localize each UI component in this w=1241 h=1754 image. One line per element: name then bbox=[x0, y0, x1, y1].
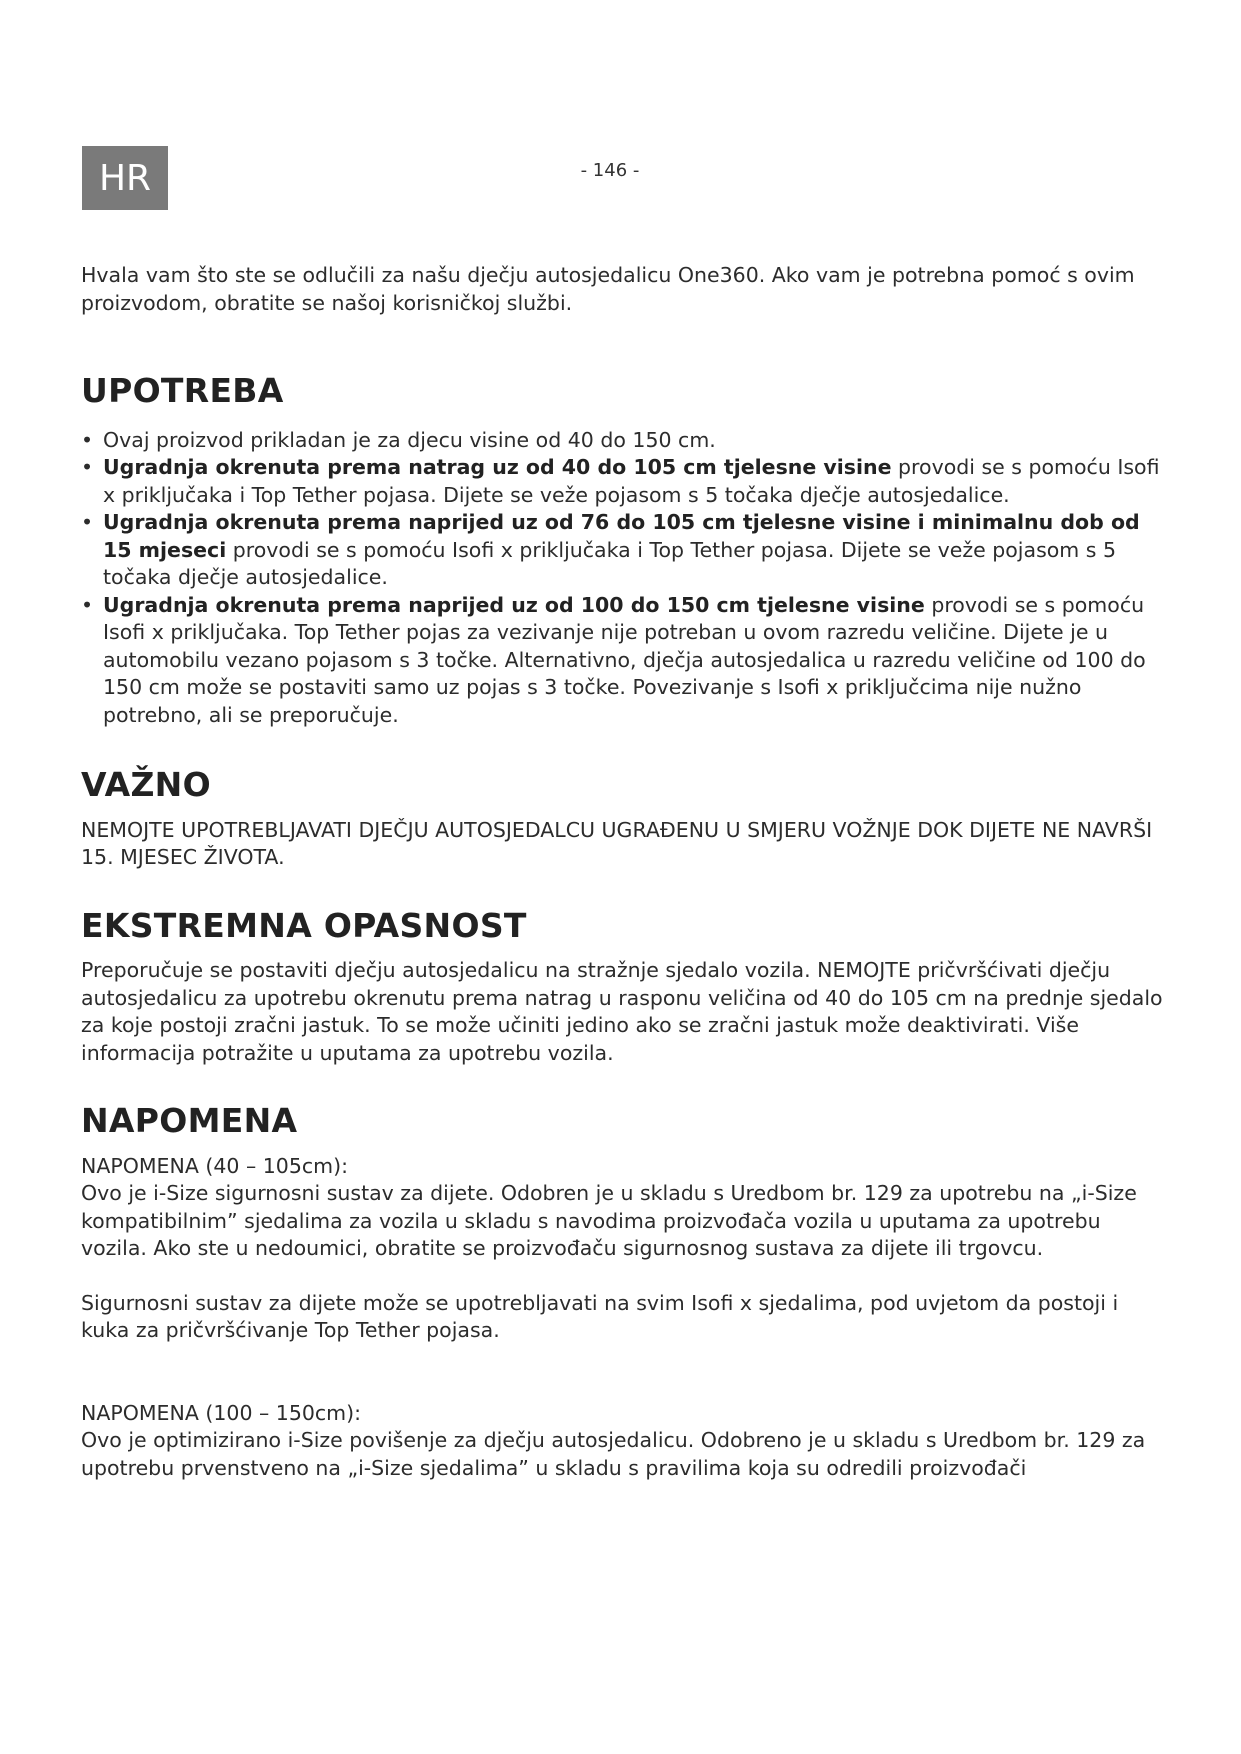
language-badge: HR bbox=[82, 146, 168, 210]
list-item: • Ugradnja okrenuta prema natrag uz od 40 do 105 cm tjelesne visine provodi se s pomoću Isofi x priključaka i Top Tether pojasa. Dijete se veže pojasom s 5 točaka dječje autosjedalice. bbox=[81, 454, 1166, 509]
list-item: • Ugradnja okrenuta prema naprijed uz od 100 do 150 cm tjelesne visine provodi se s pomoću Isofi x priključaka. Top Tether pojas za vezivanje nije potreban u ovom razredu veličine. Dijete je u automobilu vezano pojasom s 3 točke. Alternativno, dječja autosjedalica u razredu veličine od 100 do 150 cm može se postaviti samo uz pojas s 3 točke. Povezivanje s Isofi x priključcima nije nužno potrebno, ali se preporučuje. bbox=[81, 592, 1166, 730]
section-title-opasnost: EKSTREMNA OPASNOST bbox=[81, 905, 527, 945]
section-title-napomena: NAPOMENA bbox=[81, 1101, 298, 1140]
section-title-upotreba: UPOTREBA bbox=[81, 371, 284, 410]
page-number: - 146 - bbox=[580, 160, 640, 181]
napomena-1-text-2: Sigurnosni sustav za dijete može se upotrebljavati na svim Isofi x sjedalima, pod uvjetom da postoji i kuka za pričvršćivanje Top Tether pojasa. bbox=[81, 1290, 1119, 1342]
napomena-2-text: Ovo je optimizirano i-Size povišenje za dječju autosjedalicu. Odobreno je u skladu s Uredbom br. 129 za upotrebu prvenstveno na „i-Size sjedalima” u skladu s pravilima koja su odredili proizvođači bbox=[81, 1428, 1146, 1480]
napomena-2-label: NAPOMENA (100 – 150cm): bbox=[81, 1400, 362, 1425]
napomena-1-label: NAPOMENA (40 – 105cm): bbox=[81, 1153, 349, 1178]
intro-paragraph: Hvala vam što ste se odlučili za našu dječju autosjedalicu One360. Ako vam je potrebna pomoć s ovim proizvodom, obratite se našoj korisničkoj službi. bbox=[81, 263, 1135, 315]
napomena-1-text: Ovo je i-Size sigurnosni sustav za dijete. Odobren je u skladu s Uredbom br. 129 za upotrebu na „i-Size kompatibilnim” sjedalima za vozila u skladu s navodima proizvođača vozila u uputama za upotrebu vozila. Ako ste u nedoumici, obratite se proizvođaču sigurnosnog sustava za dijete ili trgovcu. bbox=[81, 1181, 1137, 1260]
section-title-vazno: VAŽNO bbox=[81, 765, 211, 804]
document-body bbox=[81, 262, 1166, 1482]
opasnost-text: Preporučuje se postaviti dječju autosjedalicu na stražnje sjedalo vozila. NEMOJTE pričvršćivati dječju autosjedalicu za upotrebu okrenutu prema natrag u rasponu veličina od 40 do 105 cm na prednje sjedalo za koje postoji zračni jastuk. To se može učiniti jedino ako se zračni jastuk može deaktivirati. Više informacija potražite u uputama za upotrebu vozila. bbox=[81, 958, 1163, 1065]
list-item: • Ovaj proizvod prikladan je za djecu visine od 40 do 150 cm. bbox=[81, 427, 1166, 455]
upotreba-list bbox=[81, 427, 1166, 730]
list-item: • Ugradnja okrenuta prema naprijed uz od 76 do 105 cm tjelesne visine i minimalnu dob od 15 mjeseci provodi se s pomoću Isofi x priključaka i Top Tether pojasa. Dijete se veže pojasom s 5 točaka dječje autosjedalice. bbox=[81, 509, 1166, 592]
vazno-text: NEMOJTE UPOTREBLJAVATI DJEČJU AUTOSJEDALCU UGRAĐENU U SMJERU VOŽNJE DOK DIJETE NE NAVRŠI 15. MJESEC ŽIVOTA. bbox=[81, 817, 1153, 869]
